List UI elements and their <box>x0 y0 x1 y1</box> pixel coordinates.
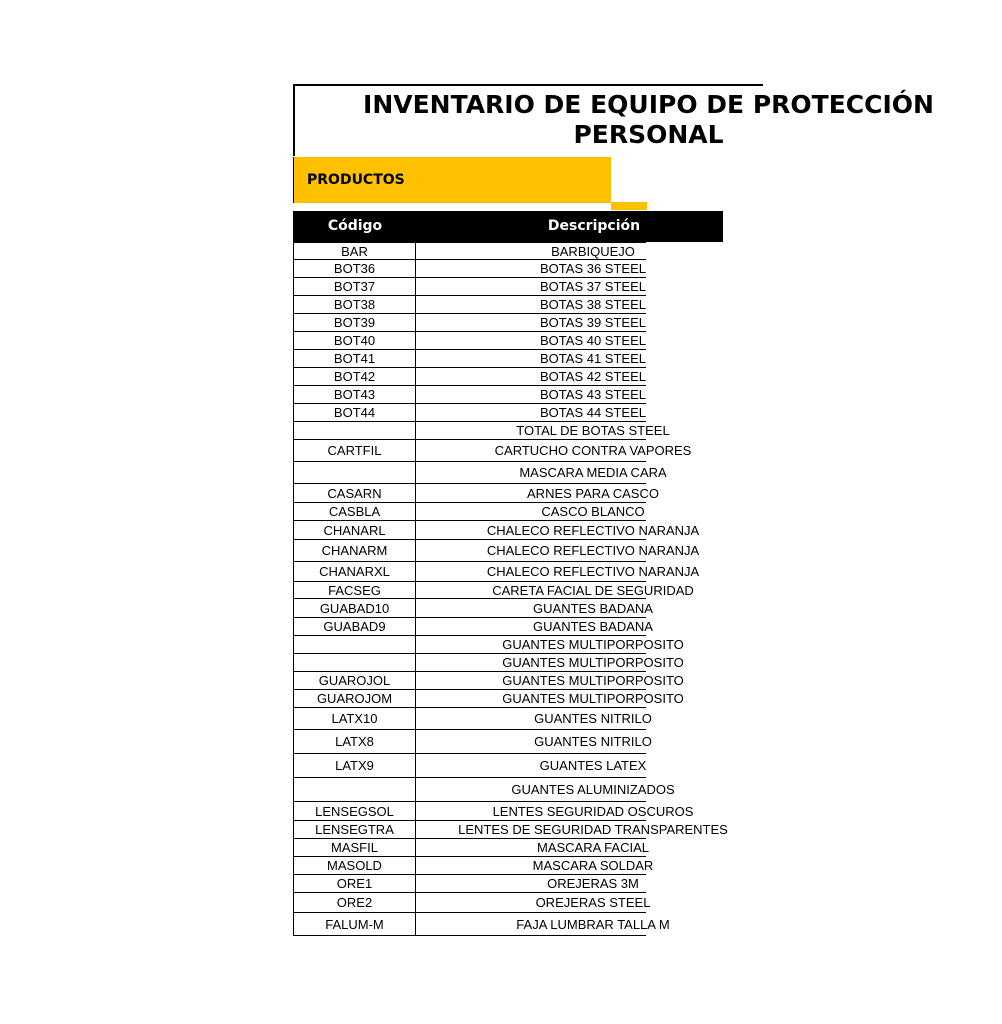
cell-code[interactable]: CHANARM <box>293 540 416 561</box>
table-row[interactable] <box>293 875 646 893</box>
cell-description[interactable] <box>416 278 770 295</box>
cell-description[interactable] <box>416 296 770 313</box>
table-row[interactable] <box>293 332 646 350</box>
cell-description[interactable] <box>416 708 770 729</box>
table-row[interactable] <box>293 654 684 672</box>
table-row[interactable] <box>293 404 646 422</box>
cell-description[interactable] <box>416 893 770 912</box>
cell-description-text: CHALECO REFLECTIVO NARANJA <box>486 564 700 579</box>
cell-description-text: OREJERAS STEEL <box>535 895 651 910</box>
cell-description-text: BOTAS 37 STEEL <box>540 279 646 294</box>
cell-code[interactable] <box>293 422 416 439</box>
cell-description-text: GUANTES BADANA <box>533 600 653 616</box>
cell-description-text: GUANTES NITRILO <box>534 734 652 749</box>
cell-description-text: LENTES DE SEGURIDAD TRANSPARENTES <box>458 822 728 837</box>
cell-description[interactable] <box>416 582 770 598</box>
cell-description-text: CARTUCHO CONTRA VAPORES <box>494 443 692 458</box>
cell-code[interactable]: CHANARL <box>293 521 416 539</box>
cell-code[interactable]: CARTFIL <box>293 440 416 461</box>
table-row[interactable] <box>293 484 659 503</box>
cell-description-text: MASCARA SOLDAR <box>532 858 654 873</box>
table-row[interactable] <box>293 368 646 386</box>
table-row[interactable] <box>293 672 684 690</box>
cell-description-text: CHALECO REFLECTIVO NARANJA <box>486 543 700 558</box>
table-row[interactable] <box>293 462 667 484</box>
table-body <box>293 242 728 936</box>
cell-description[interactable] <box>416 913 770 935</box>
table-row[interactable] <box>293 278 646 296</box>
table-row[interactable] <box>293 296 646 314</box>
title-line-2: PERSONAL <box>573 120 724 149</box>
cell-code[interactable] <box>293 462 416 483</box>
table-row[interactable] <box>293 802 694 821</box>
cell-description-text: GUANTES BADANA <box>533 619 653 634</box>
table-row[interactable] <box>293 618 653 636</box>
table-row[interactable] <box>293 730 652 754</box>
cell-code[interactable]: LENSEGSOL <box>293 802 416 820</box>
cell-description-text: BOTAS 39 STEEL <box>540 315 646 330</box>
cell-description[interactable] <box>416 350 770 367</box>
cell-description-text: CHALECO REFLECTIVO NARANJA <box>486 522 700 538</box>
cell-description-text: TOTAL DE BOTAS STEEL <box>516 423 670 438</box>
cell-code[interactable]: BOT42 <box>293 368 416 385</box>
cell-description-text: FAJA LUMBRAR TALLA M <box>516 916 670 932</box>
cell-description[interactable] <box>416 503 770 520</box>
cell-description-text: BOTAS 42 STEEL <box>540 369 646 384</box>
table-row[interactable] <box>293 857 654 875</box>
cell-description[interactable] <box>416 754 770 777</box>
table-row[interactable] <box>293 260 646 278</box>
table-row[interactable] <box>293 582 694 599</box>
cell-description-text: CARETA FACIAL DE SEGURIDAD <box>492 582 694 598</box>
cell-description-text: CASCO BLANCO <box>541 504 645 519</box>
cell-code[interactable]: MASFIL <box>293 839 416 856</box>
cell-code[interactable] <box>293 654 416 671</box>
cell-description[interactable] <box>416 462 770 483</box>
cell-code[interactable]: BAR <box>293 243 416 259</box>
cell-description[interactable] <box>416 618 770 635</box>
cell-description[interactable] <box>416 821 770 838</box>
cell-code[interactable]: BOT43 <box>293 386 416 403</box>
table-row[interactable] <box>293 242 646 260</box>
cell-code[interactable]: LATX10 <box>293 708 416 729</box>
table-row[interactable] <box>293 422 670 440</box>
cell-code[interactable] <box>293 636 416 653</box>
cell-code[interactable]: LENSEGTRA <box>293 821 416 838</box>
table-row[interactable] <box>293 893 651 913</box>
table-row[interactable] <box>293 503 646 521</box>
table-row[interactable] <box>293 386 646 404</box>
cell-description-text: GUANTES LATEX <box>539 758 647 773</box>
cell-description[interactable] <box>416 654 770 671</box>
cell-description-text: BOTAS 38 STEEL <box>540 297 646 312</box>
cell-description-text: GUANTES MULTIPORPOSITO <box>502 655 684 670</box>
cell-code[interactable]: CHANARXL <box>293 562 416 581</box>
cell-description[interactable] <box>416 802 770 820</box>
cell-code[interactable]: LATX9 <box>293 754 416 777</box>
cell-code[interactable]: BOT39 <box>293 314 416 331</box>
table-row[interactable] <box>293 440 692 462</box>
cell-description-text: OREJERAS 3M <box>547 876 639 891</box>
cell-description-text: LENTES SEGURIDAD OSCUROS <box>492 803 694 819</box>
cell-description[interactable] <box>416 484 770 502</box>
cell-code[interactable]: BOT44 <box>293 404 416 421</box>
cell-description[interactable] <box>416 857 770 874</box>
cell-code[interactable]: ORE2 <box>293 893 416 912</box>
table-row[interactable] <box>293 521 700 540</box>
section-label: PRODUCTOS <box>307 172 405 188</box>
cell-description-text: GUANTES MULTIPORPOSITO <box>502 637 684 652</box>
cell-description-text: BOTAS 43 STEEL <box>540 387 646 402</box>
cell-description[interactable] <box>416 562 770 581</box>
cell-description[interactable] <box>416 440 770 461</box>
cell-description[interactable] <box>416 314 770 331</box>
cell-description-text: ARNES PARA CASCO <box>527 485 659 501</box>
cell-description-text: GUANTES NITRILO <box>534 711 652 726</box>
cell-description[interactable] <box>416 839 770 856</box>
cell-code[interactable]: BOT41 <box>293 350 416 367</box>
cell-description[interactable] <box>416 386 770 403</box>
cell-description[interactable] <box>416 540 770 561</box>
table-row[interactable] <box>293 314 646 332</box>
cell-code[interactable]: BOT38 <box>293 296 416 313</box>
table-row[interactable] <box>293 754 646 778</box>
cell-description-text: GUANTES ALUMINIZADOS <box>511 782 675 797</box>
cell-description[interactable] <box>416 404 770 421</box>
cell-code[interactable]: BOT37 <box>293 278 416 295</box>
cell-code[interactable]: BOT40 <box>293 332 416 349</box>
table-row[interactable] <box>293 778 675 802</box>
cell-code[interactable]: FALUM-M <box>293 913 416 935</box>
table-row[interactable] <box>293 913 670 936</box>
cell-description[interactable] <box>416 260 770 277</box>
cell-description-text: BARBIQUEJO <box>551 243 635 259</box>
cell-code[interactable] <box>293 778 416 801</box>
cell-description-text: GUANTES MULTIPORPOSITO <box>502 673 684 688</box>
cell-code[interactable]: LATX8 <box>293 730 416 753</box>
cell-description-text: GUANTES MULTIPORPOSITO <box>502 691 684 706</box>
cell-description[interactable] <box>416 672 770 689</box>
cell-description[interactable] <box>416 243 770 259</box>
cell-description-text: BOTAS 44 STEEL <box>540 405 646 420</box>
cell-description-text: MASCARA MEDIA CARA <box>519 465 667 480</box>
spreadsheet-sheet <box>293 84 934 944</box>
cell-code[interactable]: GUABAD10 <box>293 599 416 617</box>
cell-description[interactable] <box>416 875 770 892</box>
cell-description[interactable] <box>416 521 770 539</box>
cell-code[interactable]: FACSEG <box>293 582 416 598</box>
cell-code[interactable]: CASARN <box>293 484 416 502</box>
table-row[interactable] <box>293 562 700 582</box>
title-line-1: INVENTARIO DE EQUIPO DE PROTECCIÓN <box>363 90 934 119</box>
table-row[interactable] <box>293 540 700 562</box>
cell-description[interactable] <box>416 778 770 801</box>
cell-code[interactable]: MASOLD <box>293 857 416 874</box>
cell-description-text: MASCARA FACIAL <box>537 840 649 855</box>
cell-description[interactable] <box>416 332 770 349</box>
cell-code[interactable]: GUAROJOL <box>293 672 416 689</box>
table-row[interactable] <box>293 636 684 654</box>
cell-code[interactable]: BOT36 <box>293 260 416 277</box>
column-header-code[interactable]: Código <box>327 218 383 234</box>
table-row[interactable] <box>293 350 646 368</box>
table-row[interactable] <box>293 599 653 618</box>
cell-description[interactable] <box>416 599 770 617</box>
cell-description[interactable] <box>416 422 770 439</box>
cell-description[interactable] <box>416 690 770 707</box>
cell-description[interactable] <box>416 636 770 653</box>
column-header-description[interactable]: Descripción <box>547 218 641 234</box>
table-row[interactable] <box>293 821 728 839</box>
cell-description[interactable] <box>416 368 770 385</box>
cell-description-text: BOTAS 40 STEEL <box>540 333 646 348</box>
cell-description[interactable] <box>416 730 770 753</box>
cell-code[interactable]: ORE1 <box>293 875 416 892</box>
cell-code[interactable]: GUABAD9 <box>293 618 416 635</box>
cell-description-text: BOTAS 36 STEEL <box>540 261 646 276</box>
cell-description-text: BOTAS 41 STEEL <box>540 351 646 366</box>
cell-code[interactable]: CASBLA <box>293 503 416 520</box>
table-row[interactable] <box>293 839 649 857</box>
table-row[interactable] <box>293 708 652 730</box>
cell-code[interactable]: GUAROJOM <box>293 690 416 707</box>
table-row[interactable] <box>293 690 684 708</box>
